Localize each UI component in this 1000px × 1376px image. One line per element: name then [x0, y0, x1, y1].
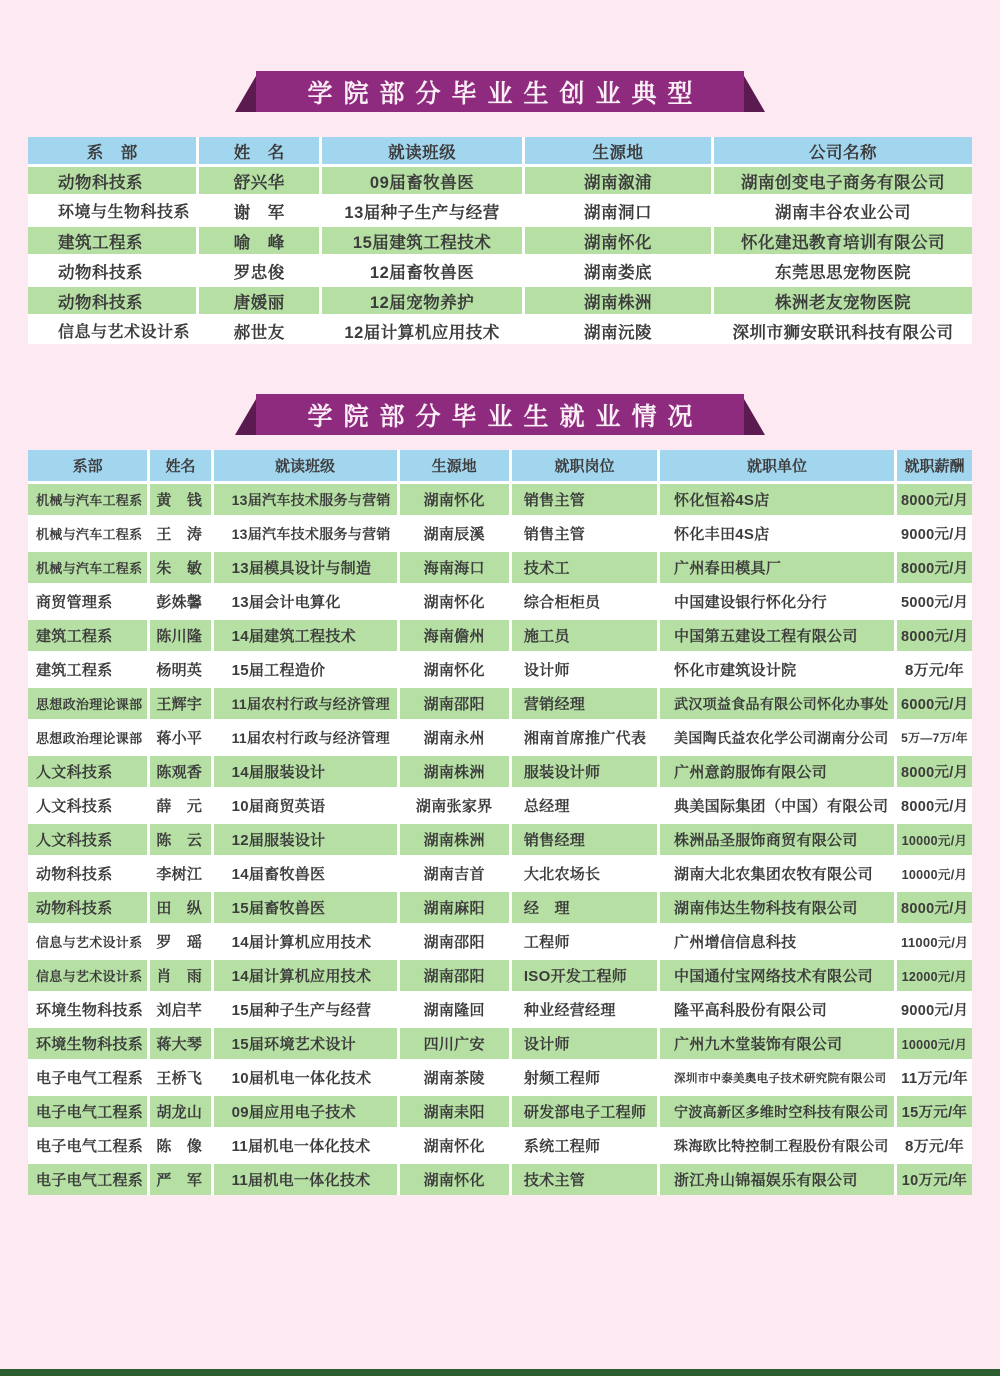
cell-department: 建筑工程系: [28, 653, 149, 687]
cell-company: 东莞思思宠物医院: [712, 256, 972, 286]
cell-employer: 湖南大北农集团农牧有限公司: [659, 857, 896, 891]
cell-class: 14届建筑工程技术: [212, 619, 398, 653]
cell-salary: 10000元/月: [896, 1027, 973, 1061]
cell-name: 谢 军: [198, 196, 321, 226]
cell-department: 电子电气工程系: [28, 1061, 149, 1095]
cell-position: 射频工程师: [510, 1061, 658, 1095]
cell-origin: 湖南沅陵: [524, 316, 713, 345]
cell-class: 12届宠物养护: [321, 286, 524, 316]
cell-employer: 株洲品圣服饰商贸有限公司: [659, 823, 896, 857]
cell-position: 技术工: [510, 551, 658, 585]
banner-entrepreneurship-title: 学院部分毕业生创业典型: [307, 79, 704, 108]
cell-class: 12届计算机应用技术: [321, 316, 524, 345]
cell-department: 机械与汽车工程系: [28, 517, 149, 551]
cell-salary: 11万元/年: [896, 1061, 973, 1095]
cell-origin: 湖南邵阳: [398, 925, 510, 959]
cell-name: 李树江: [149, 857, 212, 891]
table-row: [28, 891, 972, 925]
cell-origin: 湖南株洲: [398, 755, 510, 789]
cell-name: 田 纵: [149, 891, 212, 925]
column-header: 生源地: [524, 137, 713, 166]
cell-name: 罗 瑶: [149, 925, 212, 959]
cell-department: 商贸管理系: [28, 585, 149, 619]
table-header-row: [28, 137, 972, 166]
cell-name: 舒兴华: [198, 166, 321, 196]
cell-origin: 湖南永州: [398, 721, 510, 755]
cell-name: 王辉宇: [149, 687, 212, 721]
cell-position: 研发部电子工程师: [510, 1095, 658, 1129]
cell-name: 喻 峰: [198, 226, 321, 256]
cell-department: 电子电气工程系: [28, 1163, 149, 1196]
cell-origin: 湖南怀化: [524, 226, 713, 256]
cell-origin: 湖南溆浦: [524, 166, 713, 196]
table-row: [28, 1061, 972, 1095]
cell-salary: 10000元/月: [896, 857, 973, 891]
cell-position: 设计师: [510, 1027, 658, 1061]
cell-position: ISO开发工程师: [510, 959, 658, 993]
column-header: 就读班级: [321, 137, 524, 166]
cell-class: 15届畜牧兽医: [212, 891, 398, 925]
cell-position: 综合柜柜员: [510, 585, 658, 619]
table-row: [28, 1163, 972, 1196]
cell-name: 刘启芊: [149, 993, 212, 1027]
table-row: [28, 1027, 972, 1061]
cell-name: 郝世友: [198, 316, 321, 345]
cell-class: 09届应用电子技术: [212, 1095, 398, 1129]
cell-class: 14届服装设计: [212, 755, 398, 789]
cell-position: 设计师: [510, 653, 658, 687]
cell-salary: 9000元/月: [896, 993, 973, 1027]
banner-ribbon-face: [256, 394, 744, 435]
cell-salary: 6000元/月: [896, 687, 973, 721]
column-header: 就职薪酬: [896, 450, 973, 483]
cell-position: 经 理: [510, 891, 658, 925]
cell-salary: 8000元/月: [896, 789, 973, 823]
cell-class: 13届会计电算化: [212, 585, 398, 619]
cell-name: 陈川隆: [149, 619, 212, 653]
cell-name: 杨明英: [149, 653, 212, 687]
cell-class: 14届畜牧兽医: [212, 857, 398, 891]
cell-position: 销售经理: [510, 823, 658, 857]
cell-class: 15届建筑工程技术: [321, 226, 524, 256]
cell-position: 销售主管: [510, 483, 658, 517]
cell-department: 人文科技系: [28, 789, 149, 823]
table-row: [28, 483, 972, 517]
cell-position: 大北农场长: [510, 857, 658, 891]
cell-salary: 10000元/月: [896, 823, 973, 857]
cell-department: 人文科技系: [28, 823, 149, 857]
cell-name: 黄 钱: [149, 483, 212, 517]
cell-origin: 湖南娄底: [524, 256, 713, 286]
cell-origin: 湖南吉首: [398, 857, 510, 891]
column-header: 姓名: [149, 450, 212, 483]
cell-department: 环境生物科技系: [28, 993, 149, 1027]
table-row: [28, 286, 972, 316]
column-header: 姓 名: [198, 137, 321, 166]
cell-origin: 湖南张家界: [398, 789, 510, 823]
table-header-row: [28, 450, 972, 483]
table-row: [28, 687, 972, 721]
cell-department: 动物科技系: [28, 166, 198, 196]
cell-company: 株洲老友宠物医院: [712, 286, 972, 316]
table-row: [28, 585, 972, 619]
footer-bar: [0, 1369, 1000, 1376]
cell-class: 15届工程造价: [212, 653, 398, 687]
cell-name: 肖 雨: [149, 959, 212, 993]
cell-origin: 湖南怀化: [398, 483, 510, 517]
cell-employer: 隆平高科股份有限公司: [659, 993, 896, 1027]
cell-company: 湖南丰谷农业公司: [712, 196, 972, 226]
cell-salary: 5万—7万/年: [896, 721, 973, 755]
cell-position: 系统工程师: [510, 1129, 658, 1163]
table-row: [28, 721, 972, 755]
cell-department: 电子电气工程系: [28, 1129, 149, 1163]
table-row: [28, 619, 972, 653]
cell-employer: 中国第五建设工程有限公司: [659, 619, 896, 653]
cell-name: 陈 云: [149, 823, 212, 857]
cell-class: 13届种子生产与经营: [321, 196, 524, 226]
cell-department: 机械与汽车工程系: [28, 551, 149, 585]
cell-employer: 怀化恒裕4S店: [659, 483, 896, 517]
cell-employer: 美国陶氏益农化学公司湖南分公司: [659, 721, 896, 755]
cell-class: 10届商贸英语: [212, 789, 398, 823]
cell-origin: 湖南怀化: [398, 1129, 510, 1163]
table-row: [28, 551, 972, 585]
cell-employer: 深圳市中泰美奥电子技术研究院有限公司: [659, 1061, 896, 1095]
column-header: 生源地: [398, 450, 510, 483]
table-row: [28, 256, 972, 286]
table-row: [28, 857, 972, 891]
cell-class: 11届农村行政与经济管理: [212, 687, 398, 721]
cell-origin: 湖南隆回: [398, 993, 510, 1027]
cell-salary: 8000元/月: [896, 483, 973, 517]
cell-origin: 湖南怀化: [398, 653, 510, 687]
cell-salary: 11000元/月: [896, 925, 973, 959]
cell-name: 陈 像: [149, 1129, 212, 1163]
cell-employer: 怀化市建筑设计院: [659, 653, 896, 687]
cell-class: 14届计算机应用技术: [212, 925, 398, 959]
cell-origin: 海南海口: [398, 551, 510, 585]
cell-class: 13届汽车技术服务与营销: [212, 517, 398, 551]
cell-origin: 海南儋州: [398, 619, 510, 653]
cell-company: 深圳市狮安联讯科技有限公司: [712, 316, 972, 345]
cell-department: 思想政治理论课部: [28, 721, 149, 755]
cell-origin: 湖南茶陵: [398, 1061, 510, 1095]
cell-department: 思想政治理论课部: [28, 687, 149, 721]
cell-origin: 湖南辰溪: [398, 517, 510, 551]
cell-department: 动物科技系: [28, 857, 149, 891]
cell-department: 建筑工程系: [28, 619, 149, 653]
table-row: [28, 653, 972, 687]
banner-ribbon-face: [256, 71, 744, 112]
cell-position: 种业经营经理: [510, 993, 658, 1027]
cell-origin: 湖南株洲: [398, 823, 510, 857]
cell-department: 信息与艺术设计系: [28, 925, 149, 959]
table-row: [28, 1095, 972, 1129]
cell-department: 环境与生物科技系: [28, 196, 198, 226]
cell-position: 销售主管: [510, 517, 658, 551]
cell-origin: 湖南株洲: [524, 286, 713, 316]
cell-department: 动物科技系: [28, 286, 198, 316]
column-header: 就读班级: [212, 450, 398, 483]
cell-class: 12届畜牧兽医: [321, 256, 524, 286]
cell-employer: 典美国际集团（中国）有限公司: [659, 789, 896, 823]
cell-salary: 8000元/月: [896, 755, 973, 789]
cell-name: 王桥飞: [149, 1061, 212, 1095]
cell-position: 营销经理: [510, 687, 658, 721]
cell-company: 怀化建迅教育培训有限公司: [712, 226, 972, 256]
cell-employer: 中国通付宝网络技术有限公司: [659, 959, 896, 993]
column-header: 公司名称: [712, 137, 972, 166]
cell-origin: 四川广安: [398, 1027, 510, 1061]
cell-employer: 怀化丰田4S店: [659, 517, 896, 551]
cell-class: 11届农村行政与经济管理: [212, 721, 398, 755]
cell-employer: 武汉项益食品有限公司怀化办事处: [659, 687, 896, 721]
cell-employer: 广州意韵服饰有限公司: [659, 755, 896, 789]
cell-name: 彭姝馨: [149, 585, 212, 619]
cell-employer: 浙江舟山锦福娱乐有限公司: [659, 1163, 896, 1196]
table-row: [28, 316, 972, 345]
column-header: 就职单位: [659, 450, 896, 483]
cell-department: 信息与艺术设计系: [28, 316, 198, 345]
table-row: [28, 993, 972, 1027]
cell-class: 15届种子生产与经营: [212, 993, 398, 1027]
cell-origin: 湖南怀化: [398, 1163, 510, 1196]
cell-class: 11届机电一体化技术: [212, 1129, 398, 1163]
cell-employer: 广州春田模具厂: [659, 551, 896, 585]
cell-origin: 湖南邵阳: [398, 959, 510, 993]
cell-salary: 10万元/年: [896, 1163, 973, 1196]
table-row: [28, 823, 972, 857]
cell-position: 湘南首席推广代表: [510, 721, 658, 755]
cell-salary: 5000元/月: [896, 585, 973, 619]
cell-class: 12届服装设计: [212, 823, 398, 857]
table-row: [28, 755, 972, 789]
column-header: 就职岗位: [510, 450, 658, 483]
cell-name: 严 军: [149, 1163, 212, 1196]
cell-name: 王 涛: [149, 517, 212, 551]
table-row: [28, 789, 972, 823]
cell-employer: 湖南伟达生物科技有限公司: [659, 891, 896, 925]
cell-name: 蒋大琴: [149, 1027, 212, 1061]
cell-position: 施工员: [510, 619, 658, 653]
table-row: [28, 196, 972, 226]
cell-class: 15届环境艺术设计: [212, 1027, 398, 1061]
entrepreneurship-table: [28, 137, 972, 344]
column-header: 系部: [28, 450, 149, 483]
cell-employer: 广州增信信息科技: [659, 925, 896, 959]
cell-department: 机械与汽车工程系: [28, 483, 149, 517]
cell-class: 09届畜牧兽医: [321, 166, 524, 196]
cell-class: 13届模具设计与制造: [212, 551, 398, 585]
employment-table: [28, 450, 972, 1195]
table-row: [28, 226, 972, 256]
cell-department: 信息与艺术设计系: [28, 959, 149, 993]
table-row: [28, 959, 972, 993]
cell-employer: 广州九木堂装饰有限公司: [659, 1027, 896, 1061]
cell-origin: 湖南耒阳: [398, 1095, 510, 1129]
cell-name: 唐媛丽: [198, 286, 321, 316]
cell-origin: 湖南邵阳: [398, 687, 510, 721]
cell-origin: 湖南麻阳: [398, 891, 510, 925]
cell-class: 14届计算机应用技术: [212, 959, 398, 993]
banner-entrepreneurship: [235, 71, 765, 112]
cell-position: 技术主管: [510, 1163, 658, 1196]
cell-department: 建筑工程系: [28, 226, 198, 256]
cell-name: 胡龙山: [149, 1095, 212, 1129]
cell-salary: 15万元/年: [896, 1095, 973, 1129]
column-header: 系 部: [28, 137, 198, 166]
banner-employment: [235, 394, 765, 435]
cell-class: 11届机电一体化技术: [212, 1163, 398, 1196]
table-row: [28, 166, 972, 196]
cell-position: 工程师: [510, 925, 658, 959]
cell-salary: 8000元/月: [896, 891, 973, 925]
cell-position: 服装设计师: [510, 755, 658, 789]
cell-department: 人文科技系: [28, 755, 149, 789]
cell-company: 湖南创变电子商务有限公司: [712, 166, 972, 196]
cell-salary: 8万元/年: [896, 1129, 973, 1163]
cell-salary: 8000元/月: [896, 551, 973, 585]
cell-department: 环境生物科技系: [28, 1027, 149, 1061]
cell-salary: 8000元/月: [896, 619, 973, 653]
cell-salary: 12000元/月: [896, 959, 973, 993]
cell-name: 陈观香: [149, 755, 212, 789]
banner-employment-title: 学院部分毕业生就业情况: [307, 402, 704, 431]
cell-department: 动物科技系: [28, 891, 149, 925]
cell-name: 薛 元: [149, 789, 212, 823]
cell-origin: 湖南怀化: [398, 585, 510, 619]
table-row: [28, 517, 972, 551]
cell-salary: 8万元/年: [896, 653, 973, 687]
cell-name: 朱 敏: [149, 551, 212, 585]
cell-salary: 9000元/月: [896, 517, 973, 551]
cell-department: 电子电气工程系: [28, 1095, 149, 1129]
cell-name: 罗忠俊: [198, 256, 321, 286]
cell-class: 10届机电一体化技术: [212, 1061, 398, 1095]
cell-employer: 中国建设银行怀化分行: [659, 585, 896, 619]
cell-name: 蒋小平: [149, 721, 212, 755]
table-row: [28, 1129, 972, 1163]
cell-employer: 宁波高新区多维时空科技有限公司: [659, 1095, 896, 1129]
table-row: [28, 925, 972, 959]
cell-department: 动物科技系: [28, 256, 198, 286]
cell-position: 总经理: [510, 789, 658, 823]
cell-class: 13届汽车技术服务与营销: [212, 483, 398, 517]
cell-origin: 湖南洞口: [524, 196, 713, 226]
cell-employer: 珠海欧比特控制工程股份有限公司: [659, 1129, 896, 1163]
